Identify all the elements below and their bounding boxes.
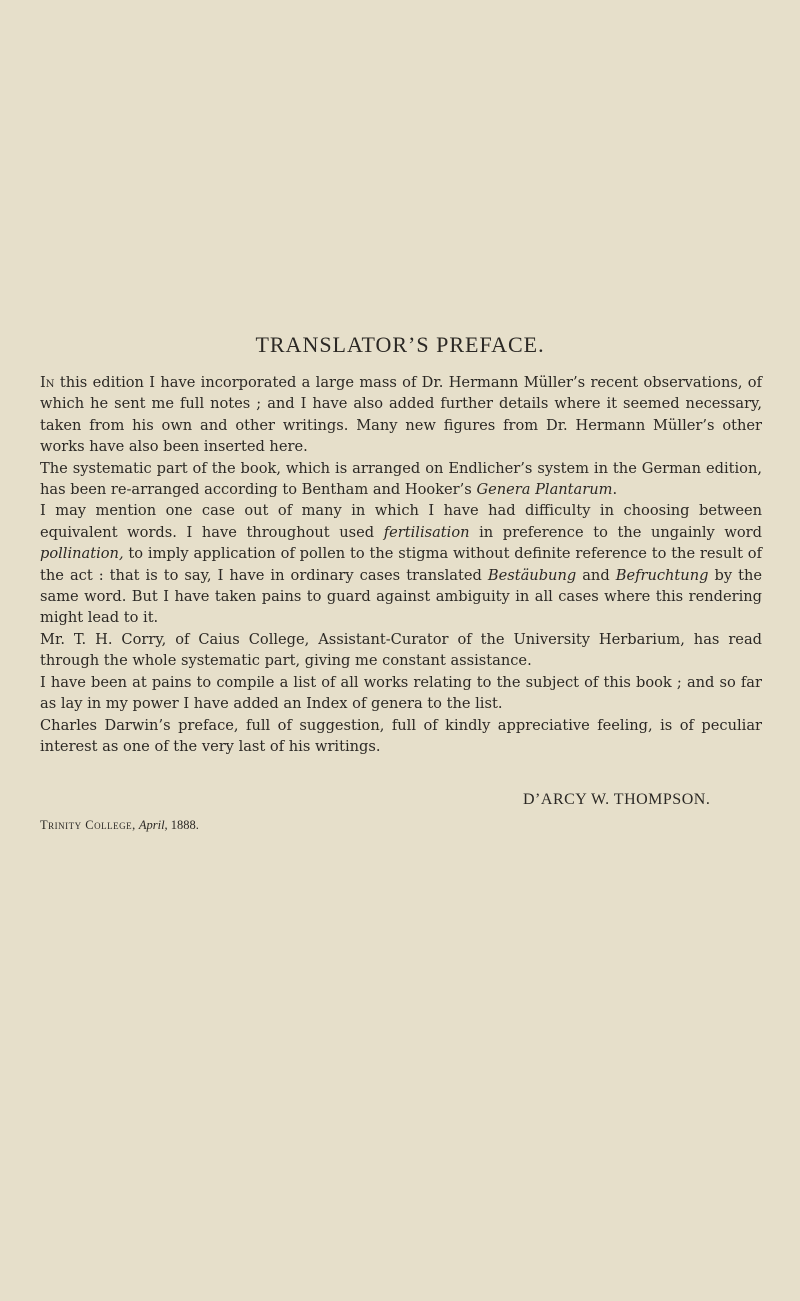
signature: D’ARCY W. THOMPSON. — [523, 791, 711, 808]
paragraph-text: in preference to the ungainly word — [469, 523, 762, 541]
paragraph-1 — [40, 372, 762, 458]
italic-term: pollination, — [40, 545, 124, 563]
paragraph-5: I have been at pains to compile a list of all works relating to the subject of this book ; and so far as lay in my power I have added an Index of genera to the list. — [40, 673, 762, 713]
paragraph-3 — [40, 500, 762, 628]
page-title: TRANSLATOR’S PREFACE. — [255, 332, 545, 357]
italic-term: Genera Plantarum — [476, 481, 613, 499]
paragraph-text: by the same word. But I have taken pains to guard against ambiguity in all cases where this rendering might lead to it. — [40, 566, 763, 627]
footer-year: 1888. — [170, 818, 199, 832]
preface-body — [40, 372, 762, 757]
paragraph-text: . — [612, 481, 618, 499]
paragraph-4: Mr. T. H. Corry, of Caius College, Assistant-Curator of the University Herbarium, has read through the whole systematic part, giving me constant assistance. — [40, 630, 762, 670]
italic-term: Bestäubung — [487, 566, 577, 584]
paragraph-6: Charles Darwin’s preface, full of suggestion, full of kindly appreciative feeling, is of peculiar interest as one of the very last of his writings. — [40, 716, 762, 755]
footer-place: Trinity College, — [40, 818, 136, 832]
paragraph-text: and — [576, 566, 616, 584]
paragraph-2 — [40, 458, 762, 501]
drop-word: In — [40, 374, 55, 391]
italic-term: fertilisation — [383, 523, 470, 541]
italic-term: Befruchtung — [615, 566, 709, 584]
footer-date: April, — [138, 818, 168, 832]
paragraph-text: I may mention one case out of many in which I have had difficulty in choosing between equivalent words. I have throughout used — [40, 502, 762, 541]
footer-dateline — [40, 818, 199, 833]
paragraph-text: this edition I have incorporated a large mass of Dr. Hermann Müller’s recent observations, of which he sent me full notes ; and I have also added further details where it seemed necessary, taken from his own and other writings. Many new figures from Dr. Hermann Müller’s other works have also been inserted here. — [40, 374, 762, 456]
paragraph-text: The systematic part of the book, which is arranged on Endlicher’s system in the German edition, has been re-arranged according to Bentham and Hooker’s — [40, 459, 762, 499]
paragraph-text: to imply application of pollen to the stigma without definite reference to the result of the act : that is to say, I have in ordinary cases translated — [40, 545, 762, 584]
